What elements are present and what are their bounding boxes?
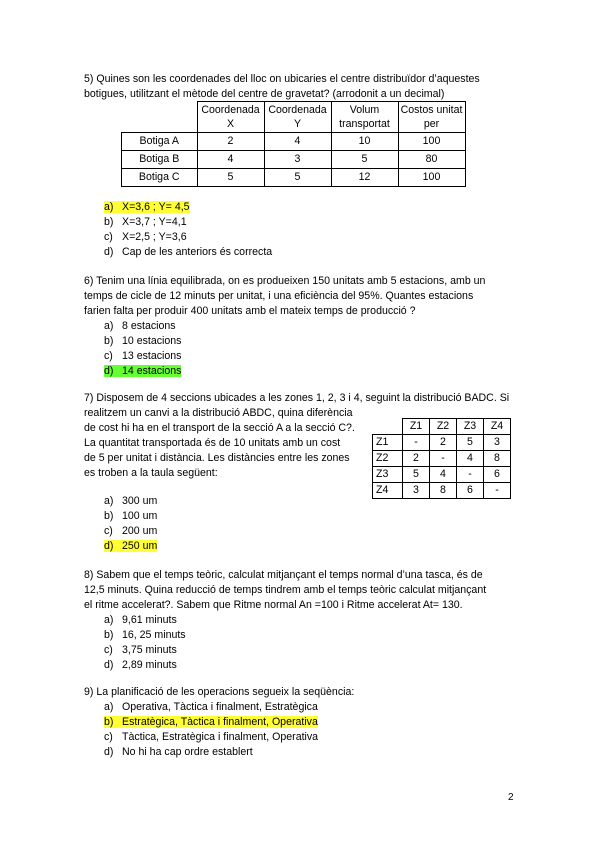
table-cell: 3 [484,435,511,451]
row-label: Z4 [373,483,403,499]
table-cell: - [430,451,457,467]
question-5-options [84,200,516,260]
col-header: Volum transportat [331,102,398,133]
question-5-text-line-1: 5) Quines son les coordenades del lloc on ubicaries el centre distribuïdor d’aquestes [84,73,480,85]
row-label: Botiga A [122,133,198,151]
table-row [373,435,511,451]
question-7-text-line-6: es troben a la taula següent: [84,467,218,479]
question-7-text-line-2: realitzem un canvi a la distribució ABDC, quina diferència [84,407,353,419]
col-header: Costos unitat per [398,102,465,133]
row-label: Z2 [373,451,403,467]
question-7-text-line-3: de cost hi ha en el transport de la secció A a la secció C?. [84,422,355,434]
table-cell: 4 [264,133,331,151]
question-7-text-line-5: de 5 per unitat i distància. Les distàncies entre les zones [84,452,350,464]
table-header-row [122,102,466,133]
table-cell: 3 [403,483,430,499]
option-d[interactable]: d) No hi ha cap ordre establert [104,746,253,758]
table-row [122,133,466,151]
table-cell: 6 [484,467,511,483]
question-5 [84,72,516,102]
option-c[interactable]: c) 13 estacions [104,350,182,362]
option-b[interactable]: b) 100 um [104,510,158,522]
option-a[interactable]: a) 8 estacions [104,320,176,332]
table-cell: 2 [430,435,457,451]
table-header-row [373,419,511,435]
question-7-options [84,494,516,554]
question-6 [84,274,516,379]
table-cell: 8 [484,451,511,467]
option-b[interactable]: b) 16, 25 minuts [104,629,186,641]
question-7-text-line-4: La quantitat transportada és de 10 unitats amb un cost [84,437,341,449]
table-cell: 10 [331,133,398,151]
row-label: Botiga B [122,151,198,169]
table-row [373,451,511,467]
question-9 [84,685,516,760]
question-9-text-line-1: 9) La planificació de les operacions segueix la seqüència: [84,686,355,698]
question-5-table [121,101,466,187]
table-cell: - [403,435,430,451]
option-d[interactable]: d) Cap de les anteriors és correcta [104,246,273,258]
option-c[interactable]: c) Tàctica, Estratègica i finalment, Operativa [104,731,319,743]
table-cell: 4 [430,467,457,483]
table-cell: 5 [197,169,264,187]
option-c[interactable]: c) X=2,5 ; Y=3,6 [104,231,187,243]
question-8 [84,568,516,673]
option-d[interactable]: d) 250 um [104,540,158,552]
option-d[interactable]: d) 14 estacions [104,365,182,377]
col-header: Coordenada X [197,102,264,133]
option-a[interactable]: a) 9,61 minuts [104,614,177,626]
table-cell: 4 [197,151,264,169]
option-c[interactable]: c) 3,75 minuts [104,644,177,656]
col-header: Z1 [403,419,430,435]
table-cell: - [484,483,511,499]
table-cell: 100 [398,133,465,151]
question-5-text-line-2: botigues, utilitzant el mètode del centre de gravetat? (arrodonit a un decimal) [84,88,445,100]
table-cell: - [457,467,484,483]
table-cell: 100 [398,169,465,187]
option-b[interactable]: b) X=3,7 ; Y=4,1 [104,216,187,228]
table-cell: 12 [331,169,398,187]
col-header: Coordenada Y [264,102,331,133]
option-a[interactable]: a) 300 um [104,495,158,507]
table-cell: 5 [457,435,484,451]
question-7-text-line-1: 7) Disposem de 4 seccions ubicades a les zones 1, 2, 3 i 4, seguint la distribució BADC. Si [84,392,510,404]
table-cell: 80 [398,151,465,169]
table-cell: 2 [403,451,430,467]
table-cell: 6 [457,483,484,499]
question-6-text-line-1: 6) Tenim una línia equilibrada, on es produeixen 150 unitats amb 5 estacions, amb un [84,275,486,287]
table-cell: 5 [331,151,398,169]
question-6-text-line-3: farien falta per produir 400 unitats amb el mateix temps de producció ? [84,305,416,317]
table-cell: 4 [457,451,484,467]
col-header: Z4 [484,419,511,435]
row-label: Z3 [373,467,403,483]
table-cell: 5 [264,169,331,187]
question-8-text-line-3: el ritme accelerat?. Sabem que Ritme normal An =100 i Ritme accelerat At= 130. [84,599,463,611]
option-b[interactable]: b) 10 estacions [104,335,182,347]
page-number: 2 [508,792,514,803]
question-7-distance-table [372,418,511,499]
table-cell: 5 [403,467,430,483]
option-a[interactable]: a) Operativa, Tàctica i finalment, Estratègica [104,701,318,713]
question-8-text-line-2: 12,5 minuts. Quina reducció de temps tindrem amb el temps teòric calculat mitjançant [84,584,487,596]
option-b[interactable]: b) Estratègica, Tàctica i finalment, Operativa [104,716,318,728]
col-header: Z2 [430,419,457,435]
row-label: Botiga C [122,169,198,187]
table-cell: 8 [430,483,457,499]
row-label: Z1 [373,435,403,451]
table-row [122,169,466,187]
table-cell: 2 [197,133,264,151]
question-8-text-line-1: 8) Sabem que el temps teòric, calculat mitjançant el temps normal d’una tasca, és de [84,569,483,581]
table-row [122,151,466,169]
option-a[interactable]: a) X=3,6 ; Y= 4,5 [104,201,190,213]
table-row [373,467,511,483]
option-c[interactable]: c) 200 um [104,525,158,537]
question-6-text-line-2: temps de cicle de 12 minuts per unitat, i una eficiència del 95%. Quantes estacions [84,290,474,302]
table-cell: 3 [264,151,331,169]
col-header: Z3 [457,419,484,435]
option-d[interactable]: d) 2,89 minuts [104,659,177,671]
